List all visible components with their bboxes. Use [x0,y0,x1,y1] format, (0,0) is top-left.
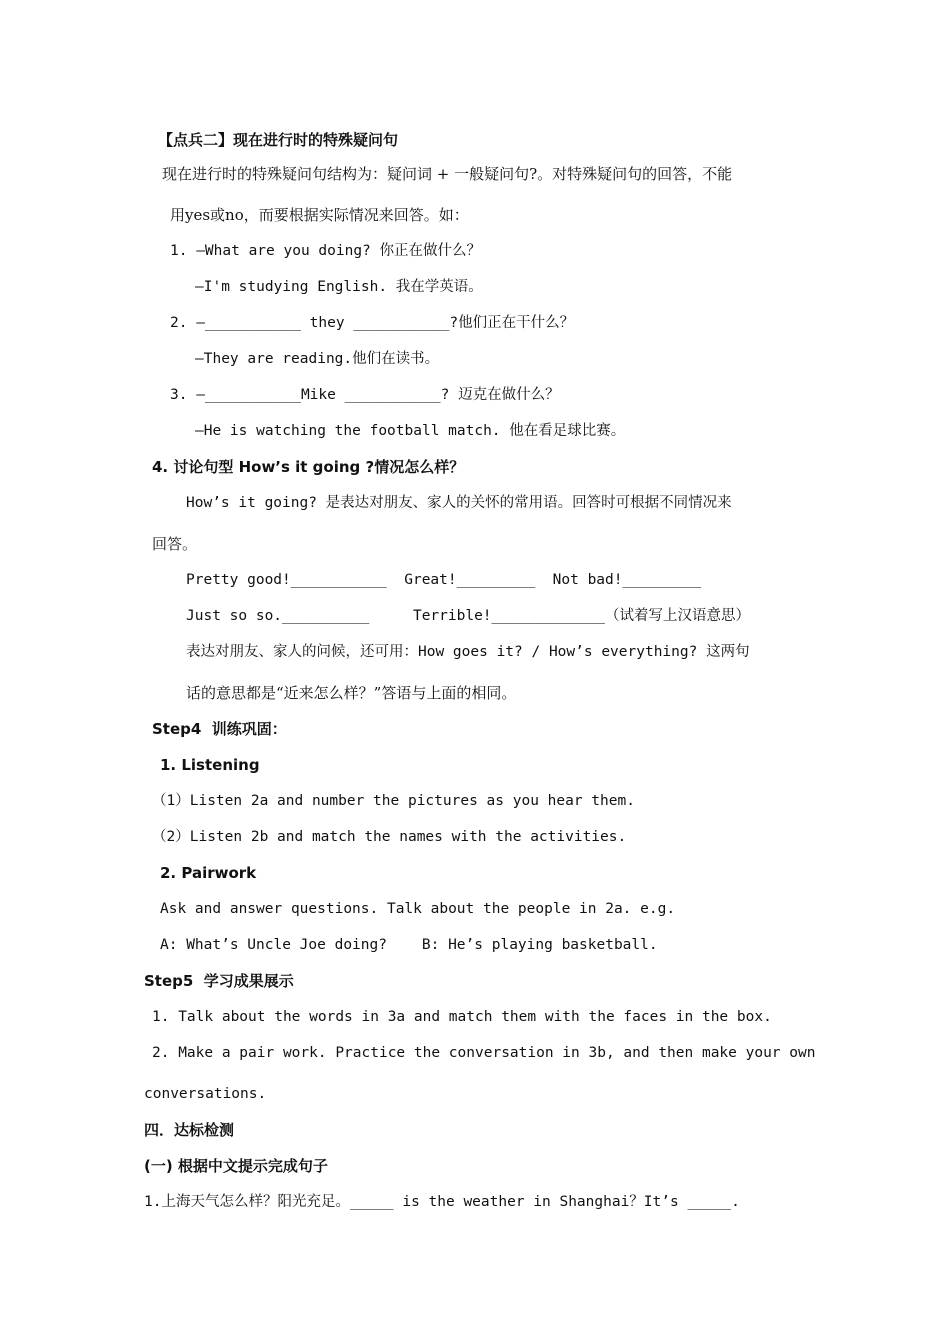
listening-item1: （1）Listen 2a and number the pictures as you hear them. [152,793,635,809]
example1-answer: —I'm studying English. 我在学英语。 [195,279,483,295]
section-four-heading: 四．达标检测 [144,1121,235,1139]
example3-answer: —He is watching the football match. 他在看足球比赛。 [195,423,626,439]
dianbing2-intro-line2: 用yes或no，而要根据实际情况来回答。如： [170,206,469,224]
section4-desc-line1: How’s it going? 是表达对朋友、家人的关怀的常用语。回答时可根据不同情况来 [186,495,732,511]
pairwork-title: 2. Pairwork [160,864,257,882]
section-four-question1: 1.上海天气怎么样？阳光充足。_____ is the weather in Shanghai？It’s _____. [144,1194,740,1210]
answers-row1: Pretty good!___________ Great!_________ Not bad!_________ [186,572,702,588]
other-greetings-line1: 表达对朋友、家人的问候，还可用：How goes it? / How’s everything? 这两句 [186,644,750,660]
step5-item2-line1: 2. Make a pair work. Practice the conversation in 3b, and then make your own [152,1045,816,1061]
section4-heading: 4. 讨论句型 How’s it going ?情况怎么样？ [152,458,465,476]
example2-answer: —They are reading.他们在读书。 [195,351,440,367]
step5-item2-line2: conversations. [144,1086,267,1102]
step5-heading: Step5 学习成果展示 [144,972,294,990]
dianbing2-intro-line1: 现在进行时的特殊疑问句结构为：疑问词 + 一般疑问句?。对特殊疑问句的回答，不能 [162,165,733,183]
listening-title: 1. Listening [160,756,260,774]
example2-question: 2. —___________ they ___________?他们正在干什么？ [170,315,575,331]
other-greetings-line2: 话的意思都是“近来怎么样？”答语与上面的相同。 [186,684,517,702]
answers-row2: Just so so.__________ Terrible!_____________（试着写上汉语意思） [186,608,751,624]
section-four-subheading: (一) 根据中文提示完成句子 [144,1157,328,1175]
step5-item1: 1. Talk about the words in 3a and match them with the faces in the box. [152,1009,772,1025]
step4-heading: Step4 训练巩固： [152,720,287,738]
listening-item2: （2）Listen 2b and match the names with the activities. [152,829,627,845]
pairwork-example: A: What’s Uncle Joe doing? B: He’s playing basketball. [160,937,658,953]
pairwork-desc: Ask and answer questions. Talk about the people in 2a. e.g. [160,901,676,917]
example1-question: 1. —What are you doing? 你正在做什么？ [170,243,482,259]
example3-question: 3. —___________Mike ___________? 迈克在做什么？ [170,387,560,403]
section4-desc-line2: 回答。 [152,535,198,553]
dianbing2-heading: 【点兵二】现在进行时的特殊疑问句 [158,131,399,149]
